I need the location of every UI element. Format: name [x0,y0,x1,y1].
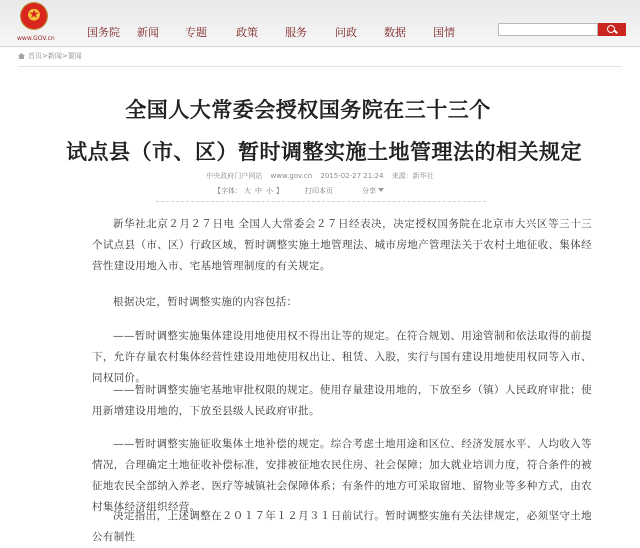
site-url-label: www.GOV.cn [17,35,55,42]
top-bar [0,0,640,47]
breadcrumb-news[interactable]: 新闻 [47,52,62,60]
nav-item-state-council[interactable]: 国务院 [87,26,120,39]
chevron-down-icon [378,188,384,192]
font-size-small-button[interactable]: 小 [266,187,273,195]
nav-item-inquiry[interactable]: 问政 [335,26,357,39]
breadcrumb-headlines[interactable]: 要闻 [67,52,82,60]
nav-item-news[interactable]: 新闻 [137,26,159,39]
article-paragraph: 根据决定，暂时调整实施的内容包括： [113,296,298,308]
article-paragraph: 新华社北京２月２７日电 全国人大常委会２７日经表决，决定授权国务院在北京市大兴区等三十三个试点县（市、区）行政区域，暂时调整实施土地管理法、城市房地产管理法关于农村土地征收、集体经营性建设用地入市、宅基地管理制度的有关规定。 [92,218,592,272]
search-button[interactable] [598,23,626,36]
nav-item-policy[interactable]: 政策 [236,26,258,39]
font-size-large-button[interactable]: 大 [244,187,251,195]
article-title-line-1: 全国人大常委会授权国务院在三十三个 [125,97,491,122]
nav-item-data[interactable]: 数据 [384,26,406,39]
meta-divider [156,201,486,202]
search-input[interactable] [498,23,598,36]
article-paragraph: ——暂时调整实施征收集体土地补偿的规定。综合考虑土地用途和区位、经济发展水平、人均收入等情况，合理确定土地征收补偿标准，安排被征地农民住房、社会保障；加大就业培训力度，符合条件的被征地农民全部纳入养老、医疗等城镇社会保障体系；有条件的地方可采取留地、留物业等多种方式，由农村集体经济组织经营。 [92,438,592,513]
print-button[interactable]: 打印本页 [305,187,333,195]
breadcrumb-separator: > [61,52,68,60]
meta-datetime: 2015-02-27 21:24 [320,172,384,180]
meta-source: 中央政府门户网站 [206,172,263,180]
home-icon [18,53,25,59]
meta-origin: 来源：新华社 [391,172,434,180]
nav-item-topics[interactable]: 专题 [185,26,207,39]
article-title-line-2: 试点县（市、区）暂时调整实施土地管理法的相关规定 [66,139,582,164]
font-size-medium-button[interactable]: 中 [255,187,262,195]
font-size-label: 【字体： [214,187,242,195]
nav-item-services[interactable]: 服务 [285,26,307,39]
article-paragraph: ——暂时调整实施集体建设用地使用权不得出让等的规定。在符合规划、用途管制和依法取得的前提下，允许存量农村集体经营性建设用地使用权出让、租赁、入股，实行与国有建设用地使用权同等入市、同权同价。 [92,330,592,384]
breadcrumb [18,51,82,61]
font-size-bracket: 】 [276,187,283,195]
article-paragraph: ——暂时调整实施宅基地审批权限的规定。使用存量建设用地的，下放至乡（镇）人民政府审批；使用新增建设用地的，下放至县级人民政府审批。 [92,384,592,417]
article-meta [0,171,640,181]
nav-item-national-info[interactable]: 国情 [433,26,455,39]
article-paragraph: 决定指出，上述调整在２０１７年１２月３１日前试行。暂时调整实施有关法律规定，必须坚守土地公有制性 [92,510,592,543]
national-emblem-logo[interactable] [21,3,47,29]
breadcrumb-home[interactable]: 首页 [28,52,42,60]
meta-site: www.gov.cn [270,172,313,180]
share-button[interactable]: 分享 [362,187,376,195]
breadcrumb-separator: > [42,52,48,60]
header-divider [18,66,622,67]
